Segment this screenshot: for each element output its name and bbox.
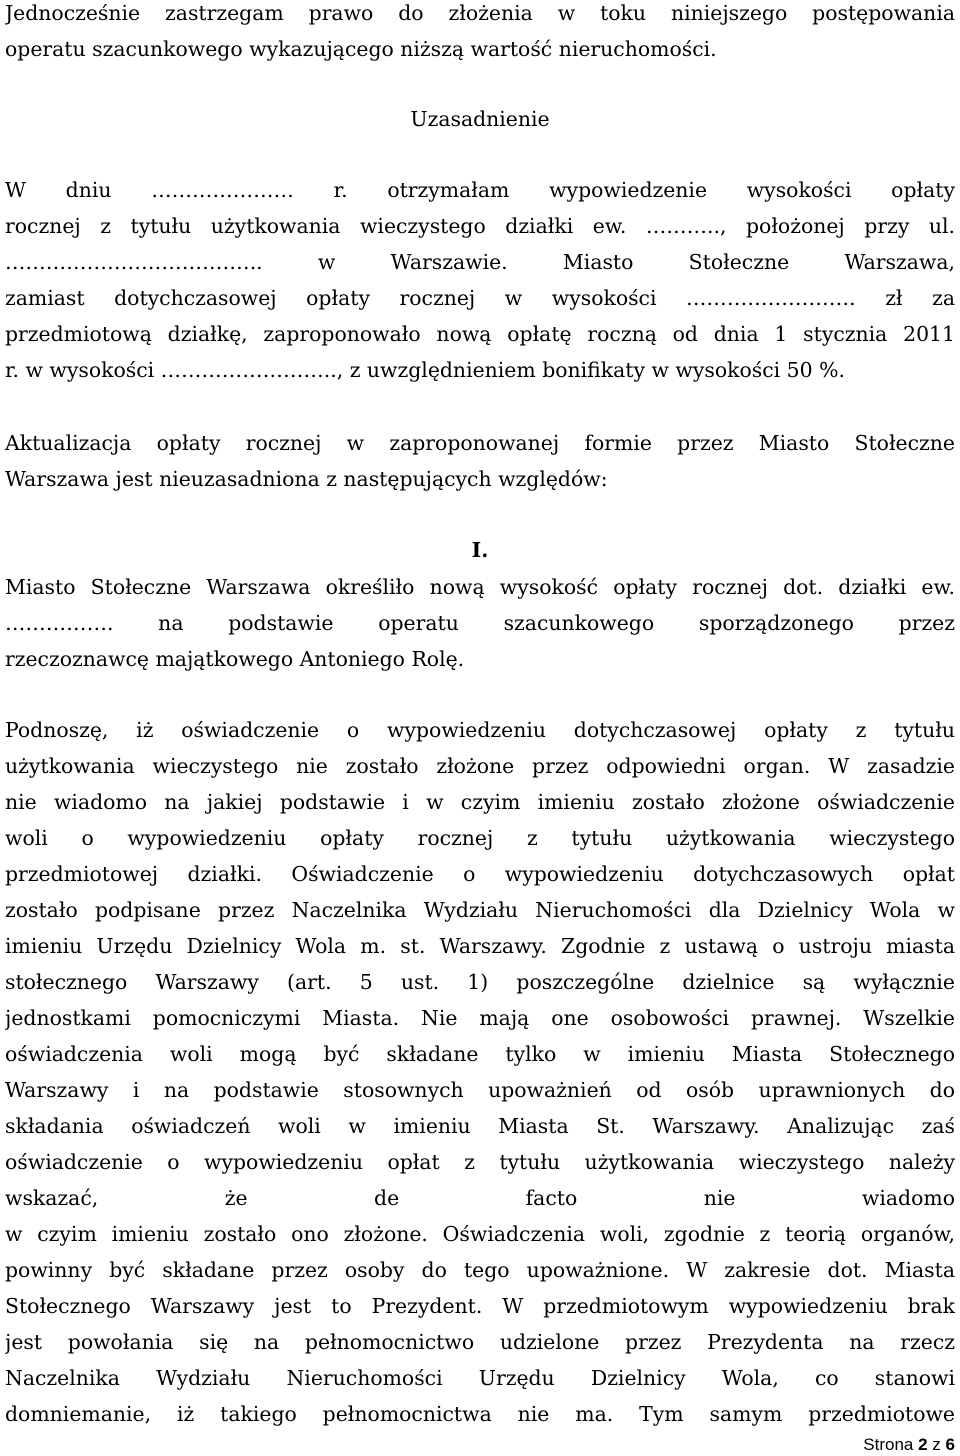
text-line: składania oświadczeń woli w imieniu Miasta St. Warszawy. Analizując zaś — [5, 1114, 955, 1138]
text-line: wskazać, że de facto nie wiadomo — [5, 1186, 955, 1210]
page-label: Strona — [863, 1435, 914, 1454]
paragraph-valuation — [5, 569, 955, 677]
paragraph-argument — [5, 712, 955, 1432]
text-line: domniemanie, iż takiego pełnomocnictwa nie ma. Tym samym przedmiotowe — [5, 1402, 955, 1426]
text-line: użytkowania wieczystego nie zostało złożone przez odpowiedni organ. W zasadzie — [5, 754, 955, 778]
text-line: zamiast dotychczasowej opłaty rocznej w wysokości ……………………. zł za — [5, 286, 955, 310]
text-line: nie wiadomo na jakiej podstawie i w czyim imieniu zostało złożone oświadczenie — [5, 790, 955, 814]
page-number-footer — [863, 1434, 955, 1456]
text-line: imieniu Urzędu Dzielnicy Wola m. st. Warszawy. Zgodnie z ustawą o ustroju miasta — [5, 934, 955, 958]
text-line: r. w wysokości …………………….., z uwzględnieniem bonifikaty w wysokości 50 %. — [5, 358, 845, 382]
current-page-number: 2 — [918, 1435, 928, 1454]
text-line: operatu szacunkowego wykazującego niższą wartość nieruchomości. — [5, 37, 717, 61]
text-line: Podnoszę, iż oświadczenie o wypowiedzeniu dotychczasowej opłaty z tytułu — [5, 718, 955, 742]
text-line: zostało podpisane przez Naczelnika Wydziału Nieruchomości dla Dzielnicy Wola w — [5, 898, 955, 922]
text-line: stołecznego Warszawy (art. 5 ust. 1) poszczególne dzielnice są wyłącznie — [5, 970, 955, 994]
text-line: w czyim imieniu zostało ono złożone. Oświadczenia woli, zgodnie z teorią organów, — [5, 1222, 955, 1246]
text-line: ……………………………….. w Warszawie. Miasto Stołeczne Warszawa, — [5, 250, 955, 274]
text-line: oświadczenie o wypowiedzeniu opłat z tytułu użytkowania wieczystego należy — [5, 1150, 955, 1174]
text-line: ……………. na podstawie operatu szacunkowego sporządzonego przez — [5, 611, 955, 635]
text-line: powinny być składane przez osoby do tego upoważnione. W zakresie dot. Miasta — [5, 1258, 955, 1282]
text-line: Warszawy i na podstawie stosownych upoważnień od osób uprawnionych do — [5, 1078, 955, 1102]
total-page-count: 6 — [945, 1435, 955, 1454]
text-line: Miasto Stołeczne Warszawa określiło nową wysokość opłaty rocznej dot. działki ew. — [5, 575, 955, 599]
text-line: jest powołania się na pełnomocnictwo udzielone przez Prezydenta na rzecz — [5, 1330, 955, 1354]
text-line: przedmiotową działkę, zaproponowało nową opłatę roczną od dnia 1 stycznia 2011 — [5, 322, 955, 346]
text-line: Jednocześnie zastrzegam prawo do złożenia w toku niniejszego postępowania — [5, 1, 955, 25]
text-line: oświadczenia woli mogą być składane tylko w imieniu Miasta Stołecznego — [5, 1042, 955, 1066]
paragraph-notice — [5, 172, 955, 388]
text-line: rocznej z tytułu użytkowania wieczystego działki ew. ……….., położonej przy ul. — [5, 214, 955, 238]
text-line: woli o wypowiedzeniu opłaty rocznej z tytułu użytkowania wieczystego — [5, 826, 955, 850]
intro-paragraph — [5, 0, 955, 67]
text-line: rzeczoznawcę majątkowego Antoniego Rolę. — [5, 647, 465, 671]
page-separator: z — [932, 1435, 941, 1454]
text-line: Stołecznego Warszawy jest to Prezydent. W przedmiotowym wypowiedzeniu brak — [5, 1294, 955, 1318]
text-line: Aktualizacja opłaty rocznej w zaproponowanej formie przez Miasto Stołeczne — [5, 431, 955, 455]
text-line: W dniu ………………… r. otrzymałam wypowiedzenie wysokości opłaty — [5, 178, 955, 202]
text-line: przedmiotowej działki. Oświadczenie o wypowiedzeniu dotychczasowych opłat — [5, 862, 955, 886]
text-line: jednostkami pomocniczymi Miasta. Nie mają one osobowości prawnej. Wszelkie — [5, 1006, 955, 1030]
text-line: Warszawa jest nieuzasadniona z następujących względów: — [5, 467, 608, 491]
paragraph-claim — [5, 425, 955, 497]
roman-numeral-heading: I. — [471, 538, 489, 562]
section-title: Uzasadnienie — [410, 107, 550, 131]
text-line: Naczelnika Wydziału Nieruchomości Urzędu Dzielnicy Wola, co stanowi — [5, 1366, 955, 1390]
